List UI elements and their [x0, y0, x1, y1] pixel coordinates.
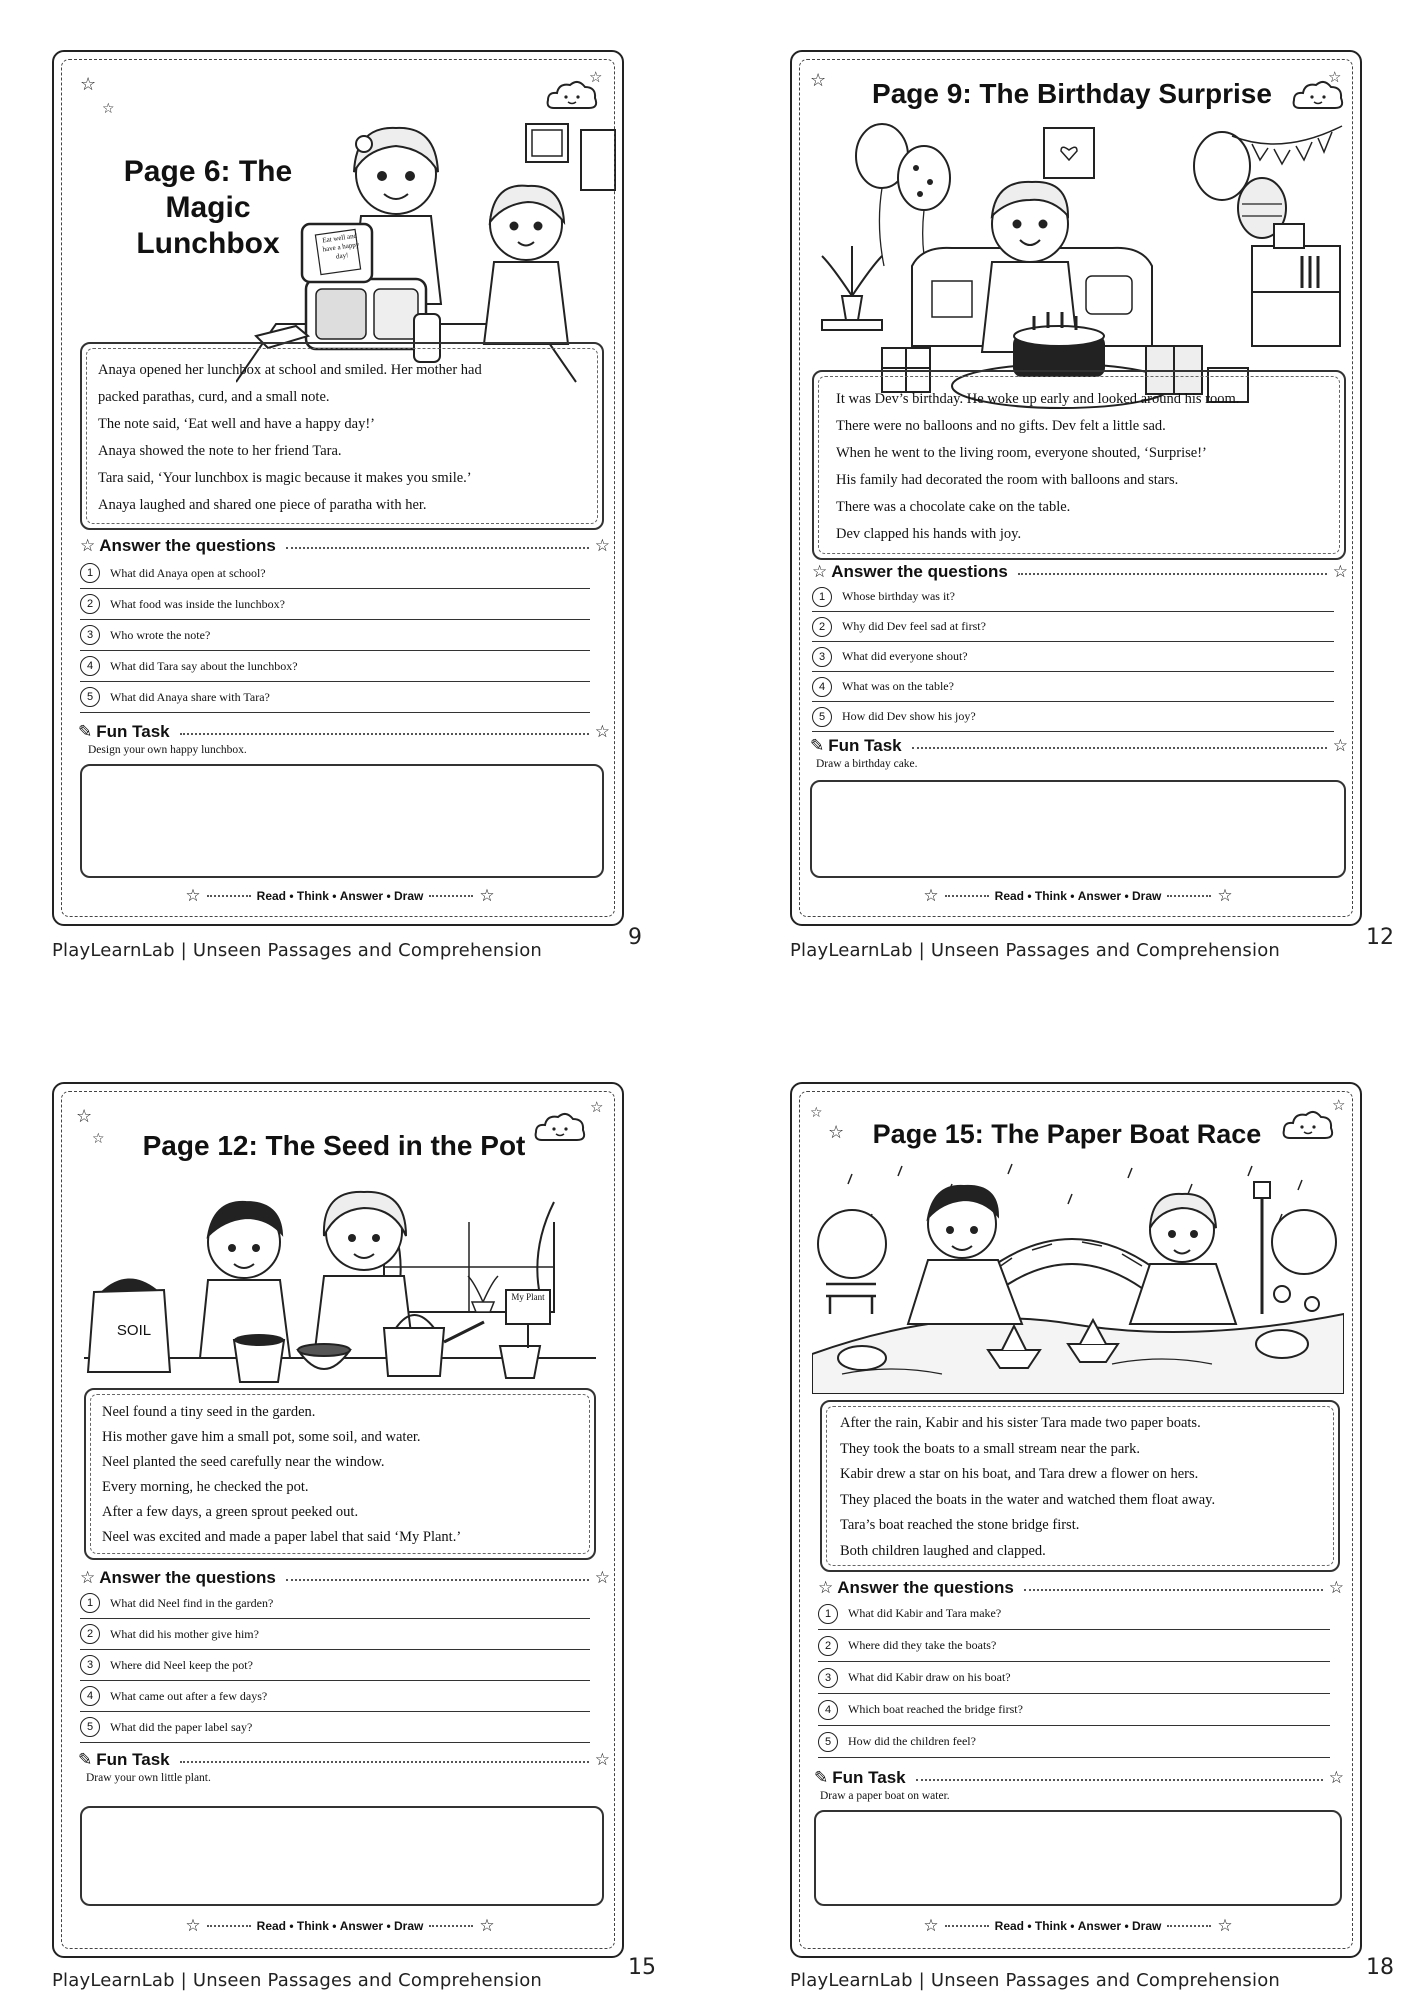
- dotted-divider: [1167, 1925, 1211, 1927]
- star-icon: ☆: [923, 886, 939, 905]
- smiling-cloud-icon: [1290, 78, 1346, 114]
- question-number: 1: [80, 563, 100, 583]
- dotted-divider: [916, 1779, 1323, 1781]
- star-icon: ☆: [810, 1105, 823, 1121]
- question-item: [818, 1630, 1330, 1662]
- question-text: What food was inside the lunchbox?: [110, 596, 285, 611]
- fun-task-instruction: Draw a birthday cake.: [816, 758, 918, 770]
- planting-seed-illustration: [84, 1172, 596, 1400]
- question-number: 1: [818, 1604, 838, 1624]
- pencil-icon: ✎: [810, 735, 825, 756]
- star-icon: ☆: [1328, 1577, 1344, 1598]
- pencil-icon: ✎: [78, 721, 93, 742]
- passage-line: Every morning, he checked the pot.: [102, 1479, 309, 1495]
- star-icon: ☆: [80, 535, 96, 556]
- page-number: 12: [1366, 925, 1394, 950]
- passage-line: The note said, ‘Eat well and have a happy day!’: [98, 416, 376, 432]
- star-icon: ☆: [812, 561, 828, 582]
- passage-line: There were no balloons and no gifts. Dev felt a little sad.: [836, 418, 1166, 434]
- star-icon: ☆: [594, 535, 610, 556]
- passage-line: They placed the boats in the water and watched them float away.: [840, 1491, 1216, 1508]
- dotted-divider: [945, 1925, 989, 1927]
- page-title: [852, 1116, 1282, 1152]
- question-number: 2: [80, 1624, 100, 1644]
- question-item: [80, 1650, 590, 1681]
- passage-line: Tara said, ‘Your lunchbox is magic because it makes you smile.’: [98, 470, 472, 486]
- paper-boat-race-illustration: [812, 1154, 1344, 1394]
- reading-passage: [80, 342, 604, 530]
- footer-word: Read: [256, 889, 286, 903]
- passage-line: After a few days, a green sprout peeked out.: [102, 1504, 359, 1520]
- star-icon: ☆: [1332, 561, 1348, 582]
- drawing-box[interactable]: [814, 1810, 1342, 1906]
- drawing-box[interactable]: [80, 1806, 604, 1906]
- page-title-line-2: Lunchbox: [136, 227, 280, 260]
- passage-line: Anaya showed the note to her friend Tara.: [98, 443, 342, 459]
- fun-task-instruction: Design your own happy lunchbox.: [88, 744, 247, 756]
- star-icon: ☆: [479, 886, 495, 905]
- question-list: [818, 1598, 1330, 1758]
- footer-word: Answer: [1077, 1919, 1122, 1933]
- question-text: What did the paper label say?: [110, 1719, 253, 1734]
- question-number: 5: [818, 1732, 838, 1752]
- dotted-divider: [429, 1925, 473, 1927]
- star-icon: ☆: [594, 721, 610, 742]
- question-item: [80, 1588, 590, 1619]
- dotted-divider: [286, 547, 589, 549]
- page-number: 15: [628, 1955, 656, 1980]
- reading-passage: [820, 1400, 1340, 1572]
- drawing-box[interactable]: [80, 764, 604, 878]
- star-icon: ☆: [590, 1098, 604, 1116]
- section-label: Fun Task: [832, 1768, 906, 1787]
- passage-line: When he went to the living room, everyone shouted, ‘Surprise!’: [836, 445, 1207, 461]
- passage-line: Dev clapped his hands with joy.: [836, 526, 1022, 542]
- star-icon: ☆: [1332, 735, 1348, 756]
- question-item: [812, 672, 1334, 702]
- question-number: 3: [818, 1668, 838, 1688]
- passage-line: His mother gave him a small pot, some soil, and water.: [102, 1429, 421, 1445]
- reading-passage: [84, 1388, 596, 1560]
- question-item: [812, 642, 1334, 672]
- footer-word: Think: [1034, 1919, 1067, 1933]
- question-number: 3: [812, 647, 832, 667]
- passage-line: They took the boats to a small stream near the park.: [840, 1440, 1140, 1457]
- answer-questions-heading: [80, 536, 610, 556]
- footer-word: Answer: [339, 889, 384, 903]
- star-icon: ☆: [76, 1106, 93, 1127]
- question-item: [80, 558, 590, 589]
- question-text: What did Kabir and Tara make?: [848, 1606, 1002, 1620]
- question-item: [818, 1726, 1330, 1758]
- question-text: Where did Neel keep the pot?: [110, 1657, 253, 1672]
- footer-word: Think: [296, 1919, 329, 1933]
- dotted-divider: [1024, 1589, 1323, 1591]
- question-number: 4: [812, 677, 832, 697]
- answer-questions-heading: [812, 562, 1348, 582]
- question-item: [812, 582, 1334, 612]
- star-icon: ☆: [185, 1916, 201, 1935]
- dotted-divider: [180, 733, 589, 735]
- question-number: 5: [80, 1717, 100, 1737]
- pencil-icon: ✎: [78, 1749, 93, 1770]
- passage-line: Both children laughed and clapped.: [840, 1542, 1046, 1559]
- passage-line: His family had decorated the room with balloons and stars.: [836, 472, 1179, 488]
- dotted-divider: [286, 1579, 589, 1581]
- star-icon: ☆: [479, 1916, 495, 1935]
- question-number: 1: [812, 587, 832, 607]
- section-label: Fun Task: [828, 736, 902, 755]
- question-text: What did everyone shout?: [842, 649, 968, 663]
- footer-word: Answer: [1077, 889, 1122, 903]
- dotted-divider: [945, 895, 989, 897]
- page-number: 9: [628, 925, 642, 950]
- question-number: 3: [80, 625, 100, 645]
- passage-line: There was a chocolate cake on the table.: [836, 499, 1071, 515]
- question-item: [80, 1619, 590, 1650]
- page-title-line-1: Page 6: The Magic: [123, 155, 293, 224]
- soil-bag-label: SOIL: [116, 1322, 152, 1339]
- star-icon: ☆: [594, 1749, 610, 1770]
- question-number: 2: [812, 617, 832, 637]
- reading-passage: [812, 370, 1346, 560]
- star-icon: ☆: [923, 1916, 939, 1935]
- question-number: 4: [80, 656, 100, 676]
- pencil-icon: ✎: [814, 1767, 829, 1788]
- question-item: [80, 682, 590, 713]
- star-icon: ☆: [828, 1122, 845, 1143]
- page-footer: PlayLearnLab | Unseen Passages and Comprehension: [52, 1970, 543, 1991]
- section-label: Answer the questions: [99, 1568, 276, 1587]
- passage-line: Neel planted the seed carefully near the window.: [102, 1454, 385, 1470]
- dotted-divider: [180, 1761, 589, 1763]
- star-icon: ☆: [185, 886, 201, 905]
- page-title: [852, 76, 1292, 112]
- question-item: [818, 1598, 1330, 1630]
- footer-word: Read: [994, 1919, 1024, 1933]
- question-item: [80, 589, 590, 620]
- question-number: 1: [80, 1593, 100, 1613]
- question-text: Whose birthday was it?: [842, 589, 955, 603]
- star-icon: ☆: [589, 68, 603, 86]
- fun-task-instruction: Draw a paper boat on water.: [820, 1790, 950, 1802]
- dotted-divider: [207, 1925, 251, 1927]
- worksheet-page-9: [790, 50, 1362, 926]
- question-text: What did Kabir draw on his boat?: [848, 1670, 1011, 1684]
- page-title: [114, 1128, 554, 1164]
- question-number: 5: [812, 707, 832, 727]
- question-item: [812, 612, 1334, 642]
- question-text: Which boat reached the bridge first?: [848, 1702, 1023, 1716]
- footer-word: Draw: [393, 1919, 424, 1933]
- footer-word: Think: [296, 889, 329, 903]
- question-text: Who wrote the note?: [110, 627, 211, 642]
- footer-word: Answer: [339, 1919, 384, 1933]
- passage-line: Anaya opened her lunchbox at school and smiled. Her mother had: [98, 362, 482, 378]
- section-label: Answer the questions: [99, 536, 276, 555]
- question-text: Where did they take the boats?: [848, 1638, 997, 1652]
- question-text: What did Anaya open at school?: [110, 565, 266, 580]
- lunchbox-note-text: Eat well and have a happy day!: [321, 231, 360, 261]
- question-number: 4: [818, 1700, 838, 1720]
- read-think-answer-draw: ☆ Read • Think • Answer • Draw ☆: [185, 1916, 495, 1935]
- question-item: [818, 1662, 1330, 1694]
- page-footer: PlayLearnLab | Unseen Passages and Comprehension: [790, 940, 1281, 961]
- passage-line: Neel was excited and made a paper label that said ‘My Plant.’: [102, 1529, 462, 1545]
- star-icon: ☆: [92, 1131, 105, 1147]
- footer-word: Think: [1034, 889, 1067, 903]
- fun-task-instruction: Draw your own little plant.: [86, 1772, 211, 1784]
- dotted-divider: [1018, 573, 1327, 575]
- question-number: 3: [80, 1655, 100, 1675]
- question-list: [812, 582, 1334, 732]
- section-label: Answer the questions: [837, 1578, 1014, 1597]
- question-item: [80, 651, 590, 682]
- question-text: What did his mother give him?: [110, 1626, 259, 1641]
- star-icon: ☆: [1328, 1767, 1344, 1788]
- star-icon: ☆: [810, 70, 827, 91]
- footer-word: Draw: [393, 889, 424, 903]
- fun-task-heading: [814, 1768, 1344, 1788]
- star-icon: ☆: [102, 101, 115, 117]
- question-item: [812, 702, 1334, 732]
- passage-line: It was Dev’s birthday. He woke up early and looked around his room.: [836, 391, 1240, 407]
- question-number: 5: [80, 687, 100, 707]
- star-icon: ☆: [594, 1567, 610, 1588]
- star-icon: ☆: [818, 1577, 834, 1598]
- question-list: [80, 558, 590, 713]
- read-think-answer-draw: ☆ Read • Think • Answer • Draw ☆: [923, 886, 1233, 905]
- answer-questions-heading: [80, 1568, 610, 1588]
- my-plant-sign-label: My Plant: [511, 1292, 545, 1302]
- section-label: Answer the questions: [831, 562, 1008, 581]
- question-text: Why did Dev feel sad at first?: [842, 619, 986, 633]
- footer-word: Draw: [1131, 889, 1162, 903]
- question-number: 2: [818, 1636, 838, 1656]
- page-footer: PlayLearnLab | Unseen Passages and Comprehension: [52, 940, 543, 961]
- fun-task-heading: [78, 1750, 610, 1770]
- worksheet-page-15: [790, 1082, 1362, 1958]
- star-icon: ☆: [80, 1567, 96, 1588]
- question-text: What did Tara say about the lunchbox?: [110, 658, 298, 673]
- passage-line: Neel found a tiny seed in the garden.: [102, 1404, 316, 1420]
- question-item: [80, 620, 590, 651]
- star-icon: ☆: [1217, 1916, 1233, 1935]
- question-text: How did Dev show his joy?: [842, 709, 976, 723]
- star-icon: ☆: [1217, 886, 1233, 905]
- page-title-line-1: Page 15: The Paper Boat Race: [872, 1119, 1262, 1149]
- dotted-divider: [207, 895, 251, 897]
- answer-questions-heading: [818, 1578, 1344, 1598]
- passage-line: Kabir drew a star on his boat, and Tara drew a flower on hers.: [840, 1466, 1199, 1482]
- question-text: How did the children feel?: [848, 1734, 976, 1748]
- page-title-line-1: Page 12: The Seed in the Pot: [142, 1130, 526, 1161]
- passage-line: Tara’s boat reached the stone bridge first.: [840, 1517, 1080, 1533]
- worksheet-page-6: [52, 50, 624, 926]
- dotted-divider: [1167, 895, 1211, 897]
- question-list: [80, 1588, 590, 1743]
- question-number: 4: [80, 1686, 100, 1706]
- star-icon: ☆: [80, 74, 97, 95]
- drawing-box[interactable]: [810, 780, 1346, 878]
- smiling-cloud-icon: [1280, 1108, 1336, 1144]
- footer-word: Draw: [1131, 1919, 1162, 1933]
- question-text: What was on the table?: [842, 679, 954, 693]
- question-text: What did Anaya share with Tara?: [110, 689, 270, 704]
- footer-word: Read: [994, 889, 1024, 903]
- fun-task-heading: [810, 736, 1348, 756]
- page-number: 18: [1366, 1955, 1394, 1980]
- section-label: Fun Task: [96, 722, 170, 741]
- fun-task-heading: [78, 722, 610, 742]
- question-text: What did Neel find in the garden?: [110, 1595, 274, 1610]
- read-think-answer-draw: ☆ Read • Think • Answer • Draw ☆: [185, 886, 495, 905]
- read-think-answer-draw: ☆ Read • Think • Answer • Draw ☆: [923, 1916, 1233, 1935]
- passage-line: packed parathas, curd, and a small note.: [98, 389, 330, 405]
- worksheet-page-12: [52, 1082, 624, 1958]
- question-item: [818, 1694, 1330, 1726]
- dotted-divider: [912, 747, 1327, 749]
- section-label: Fun Task: [96, 1750, 170, 1769]
- dotted-divider: [429, 895, 473, 897]
- passage-line: After the rain, Kabir and his sister Tara made two paper boats.: [840, 1415, 1201, 1431]
- passage-line: Anaya laughed and shared one piece of paratha with her.: [98, 497, 427, 513]
- question-item: [80, 1681, 590, 1712]
- page-title-line-1: Page 9: The Birthday Surprise: [872, 78, 1272, 109]
- question-text: What came out after a few days?: [110, 1688, 268, 1703]
- page-footer: PlayLearnLab | Unseen Passages and Comprehension: [790, 1970, 1281, 1991]
- footer-word: Read: [256, 1919, 286, 1933]
- star-icon: ☆: [1328, 68, 1342, 86]
- question-number: 2: [80, 594, 100, 614]
- star-icon: ☆: [1332, 1096, 1346, 1114]
- question-item: [80, 1712, 590, 1743]
